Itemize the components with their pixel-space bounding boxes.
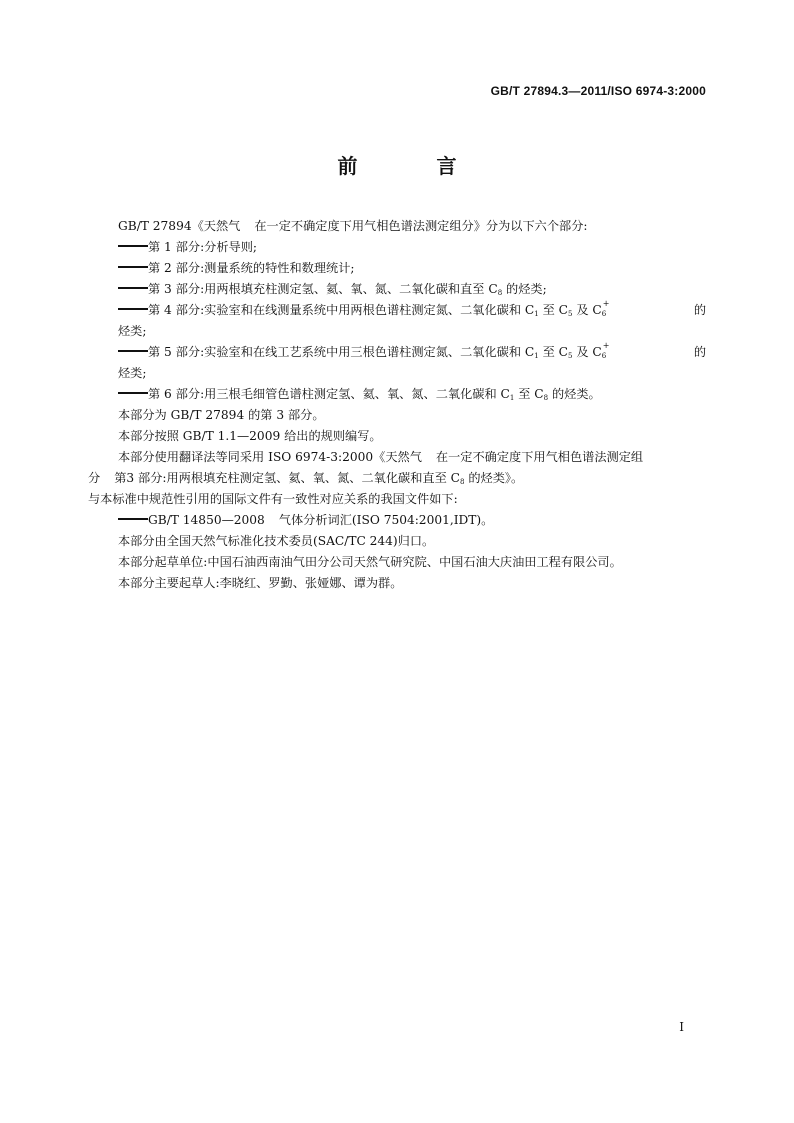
part-5-sub2: 5 bbox=[567, 352, 573, 360]
intro-paragraph bbox=[88, 216, 706, 237]
reference-code: GB/T 14850—2008 bbox=[148, 513, 265, 527]
part-5-left bbox=[118, 341, 610, 363]
drafting-units-paragraph: 本部分起草单位:中国石油西南油气田分公司天然气研究院、中国石油大庆油田工程有限公司。 bbox=[118, 555, 622, 569]
part-5-supsub bbox=[601, 341, 610, 367]
part-item-6 bbox=[88, 384, 706, 405]
foreword-body bbox=[88, 216, 706, 594]
proposed-paragraph: 本部分由全国天然气标准化技术委员(SAC/TC 244)归口。 bbox=[118, 534, 435, 548]
part-of-paragraph: 本部分为 GB/T 27894 的第 3 部分。 bbox=[118, 408, 325, 422]
part-4-supsub bbox=[601, 299, 610, 325]
translation-text-a: 本部分使用翻译法等同采用 ISO 6974-3:2000《天然气 bbox=[118, 450, 422, 464]
part-4-mid1: 至 C bbox=[538, 303, 568, 317]
part-4-left bbox=[118, 299, 610, 321]
part-item-4-cont bbox=[88, 321, 706, 342]
part-6-sub1: 1 bbox=[509, 394, 515, 402]
part-item-1 bbox=[88, 237, 706, 258]
part-5-text-b: 的 bbox=[693, 345, 706, 359]
intro-text-a: GB/T 27894《天然气 bbox=[118, 219, 241, 233]
part-item-3 bbox=[88, 279, 706, 300]
part-4-sub2: 5 bbox=[567, 310, 573, 318]
translation-paragraph bbox=[88, 447, 706, 468]
part-5-sub3: 6 bbox=[601, 352, 607, 360]
translation-text-c3: 的烃类》。 bbox=[464, 471, 524, 485]
dash-mark bbox=[118, 350, 148, 352]
part-3-text-a: 第 3 部分:用两根填充柱测定氢、氦、氧、氮、二氧化碳和直至 C bbox=[148, 282, 498, 296]
page-number: I bbox=[679, 1020, 684, 1034]
part-5-mid1: 至 C bbox=[538, 345, 568, 359]
dash-mark bbox=[118, 518, 148, 520]
part-4-mid2: 及 C bbox=[572, 303, 602, 317]
part-4-continuation: 烃类; bbox=[118, 324, 147, 338]
part-6-mid1: 至 C bbox=[514, 387, 544, 401]
standard-code: GB/T 27894.3—2011/ISO 6974-3:2000 bbox=[490, 84, 706, 98]
part-5-text-a: 第 5 部分:实验室和在线工艺系统中用三根色谱柱测定氮、二氧化碳和 C bbox=[148, 345, 535, 359]
translation-text-c1: 分 bbox=[88, 471, 101, 485]
part-4-sub1: 1 bbox=[534, 310, 539, 318]
reference-title: 气体分析词汇(ISO 7504:2001,IDT)。 bbox=[278, 513, 494, 527]
part-5-sup: + bbox=[602, 341, 610, 350]
page-title: 前 言 bbox=[337, 154, 493, 178]
translation-text-b: 在一定不确定度下用气相色谱法测定组 bbox=[435, 450, 644, 464]
part-2-text: 第 2 部分:测量系统的特性和数理统计; bbox=[148, 261, 355, 275]
part-1-text: 第 1 部分:分析导则; bbox=[148, 240, 258, 254]
translation-paragraph-cont bbox=[88, 468, 706, 489]
reference-item bbox=[88, 510, 706, 531]
drafters-paragraph: 本部分主要起草人:李晓红、罗勤、张娅娜、谭为群。 bbox=[118, 576, 403, 590]
part-3-text-b: 的烃类; bbox=[502, 282, 547, 296]
consistency-paragraph: 与本标准中规范性引用的国际文件有一致性对应关系的我国文件如下: bbox=[88, 492, 458, 506]
dash-mark bbox=[118, 245, 148, 247]
intro-text-b: 在一定不确定度下用气相色谱法测定组分》分为以下六个部分: bbox=[254, 219, 588, 233]
translation-text-c2: 第3 部分:用两根填充柱测定氢、氦、氧、氮、二氧化碳和直至 C bbox=[114, 471, 460, 485]
dash-mark bbox=[118, 392, 148, 394]
dash-mark bbox=[118, 266, 148, 268]
part-5-mid2: 及 C bbox=[572, 345, 602, 359]
part-4-sup: + bbox=[602, 299, 610, 308]
part-4-text-b: 的 bbox=[693, 303, 706, 317]
part-item-4 bbox=[88, 300, 706, 321]
part-6-text-a: 第 6 部分:用三根毛细管色谱柱测定氢、氦、氧、氮、二氧化碳和 C bbox=[148, 387, 510, 401]
translation-subscript: 8 bbox=[460, 478, 465, 486]
part-4-text-a: 第 4 部分:实验室和在线测量系统中用两根色谱柱测定氮、二氧化碳和 C bbox=[148, 303, 535, 317]
part-6-sub2: 8 bbox=[543, 394, 549, 402]
rules-paragraph: 本部分按照 GB/T 1.1—2009 给出的规则编写。 bbox=[118, 429, 382, 443]
part-item-5 bbox=[88, 342, 706, 363]
dash-mark bbox=[118, 308, 148, 310]
part-3-subscript: 8 bbox=[497, 289, 503, 297]
dash-mark bbox=[118, 287, 148, 289]
part-item-5-cont bbox=[88, 363, 706, 384]
part-5-continuation: 烃类; bbox=[118, 366, 147, 380]
part-6-text-b: 的烃类。 bbox=[548, 387, 601, 401]
part-item-2 bbox=[88, 258, 706, 279]
part-5-sub1: 1 bbox=[534, 352, 539, 360]
part-4-sub3: 6 bbox=[601, 310, 607, 318]
